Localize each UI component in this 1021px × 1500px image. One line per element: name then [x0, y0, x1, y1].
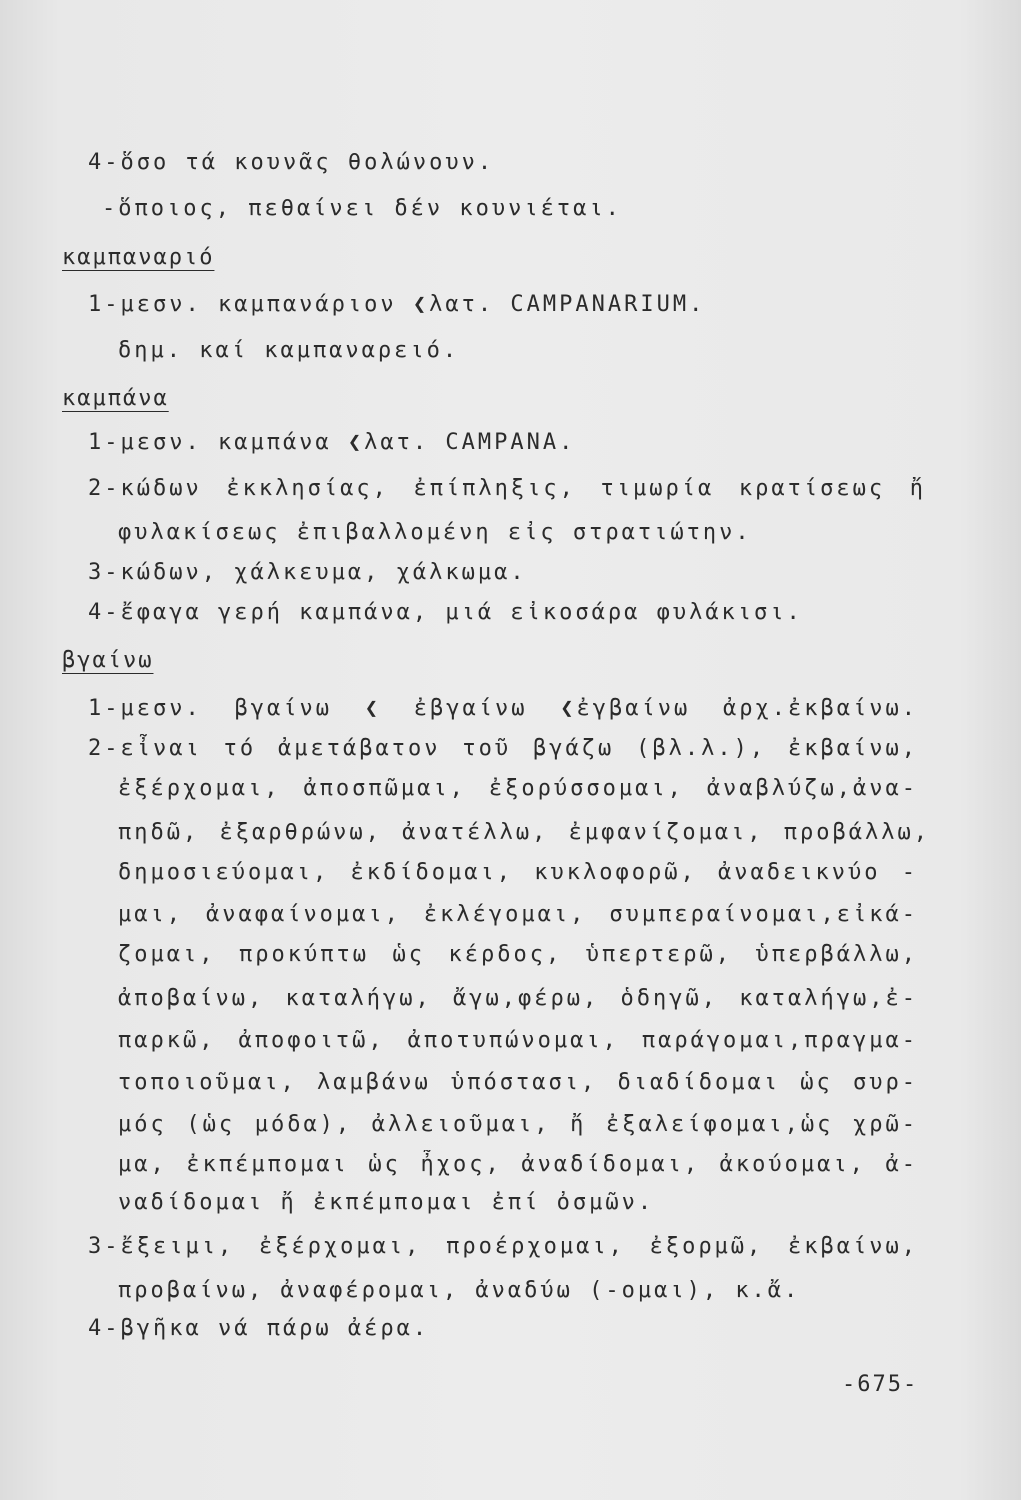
text-line: παρκῶ, ἀποφοιτῶ, ἀποτυπώνομαι, παράγομαι,πραγμα- — [118, 1028, 918, 1053]
entry-heading-kampana: καμπάνα — [62, 386, 169, 411]
text-line: πηδῶ, ἐξαρθρώνω, ἀνατέλλω, ἐμφανίζομαι, προβάλλω, — [118, 820, 930, 845]
text-line: 1-μεσν. καμπάνα ❮λατ. CAMPANA. — [88, 430, 576, 455]
text-line: 1-μεσν. καμπανάριον ❮λατ. CAMPANARIUM. — [88, 292, 706, 317]
text-line: 4-βγῆκα νά πάρω ἀέρα. — [88, 1316, 430, 1341]
text-line: 2-κώδων ἐκκλησίας, ἐπίπληξις, τιμωρία κρατίσεως ἤ — [88, 476, 926, 501]
text-line: μα, ἐκπέμπομαι ὡς ἦχος, ἀναδίδομαι, ἀκούομαι, ἀ- — [118, 1152, 918, 1177]
text-line: μός (ὡς μόδα), ἀλλειοῦμαι, ἤ ἐξαλείφομαι,ὡς χρῶ- — [118, 1112, 918, 1137]
page-number: -675- — [842, 1372, 919, 1397]
text-line: τοποιοῦμαι, λαμβάνω ὑπόστασι, διαδίδομαι ὡς συρ- — [118, 1070, 918, 1095]
text-line: μαι, ἀναφαίνομαι, ἐκλέγομαι, συμπεραίνομαι,εἰκά- — [118, 902, 918, 927]
entry-heading-vgaino: βγαίνω — [62, 648, 154, 673]
text-line: 3-ἔξειμι, ἐξέρχομαι, προέρχομαι, ἐξορμῶ, ἐκβαίνω, — [88, 1234, 918, 1259]
text-line: ναδίδομαι ἤ ἐκπέμπομαι ἐπί ὀσμῶν. — [118, 1190, 655, 1215]
text-line: προβαίνω, ἀναφέρομαι, ἀναδύω (-ομαι), κ.ἄ. — [118, 1278, 801, 1303]
text-line: φυλακίσεως ἐπιβαλλομένη εἰς στρατιώτην. — [118, 520, 752, 545]
text-line: 2-εἶναι τό ἀμετάβατον τοῦ βγάζω (βλ.λ.), ἐκβαίνω, — [88, 736, 918, 761]
text-line: 1-μεσν. βγαίνω ❮ ἐβγαίνω ❮ἐγβαίνω ἀρχ.ἐκβαίνω. — [88, 696, 918, 721]
text-line: ἐξέρχομαι, ἀποσπῶμαι, ἐξορύσσομαι, ἀναβλύζω,ἀνα- — [118, 776, 918, 801]
text-line: δημ. καί καμπαναρειό. — [118, 338, 460, 363]
text-line: 3-κώδων, χάλκευμα, χάλκωμα. — [88, 560, 527, 585]
text-line: -ὅποιος, πεθαίνει δέν κουνιέται. — [102, 196, 622, 221]
text-line: 4-ὅσο τά κουνᾶς θολώνουν. — [88, 150, 495, 175]
text-line: 4-ἔφαγα γερή καμπάνα, μιά εἰκοσάρα φυλάκισι. — [88, 600, 803, 625]
entry-heading-kampanario: καμπαναριό — [62, 245, 215, 270]
text-line: ζομαι, προκύπτω ὡς κέρδος, ὑπερτερῶ, ὑπερβάλλω, — [118, 942, 918, 967]
text-line: ἀποβαίνω, καταλήγω, ἄγω,φέρω, ὁδηγῶ, καταλήγω,ἐ- — [118, 986, 918, 1011]
text-line: δημοσιεύομαι, ἐκδίδομαι, κυκλοφορῶ, ἀναδεικνύο - — [118, 860, 918, 885]
